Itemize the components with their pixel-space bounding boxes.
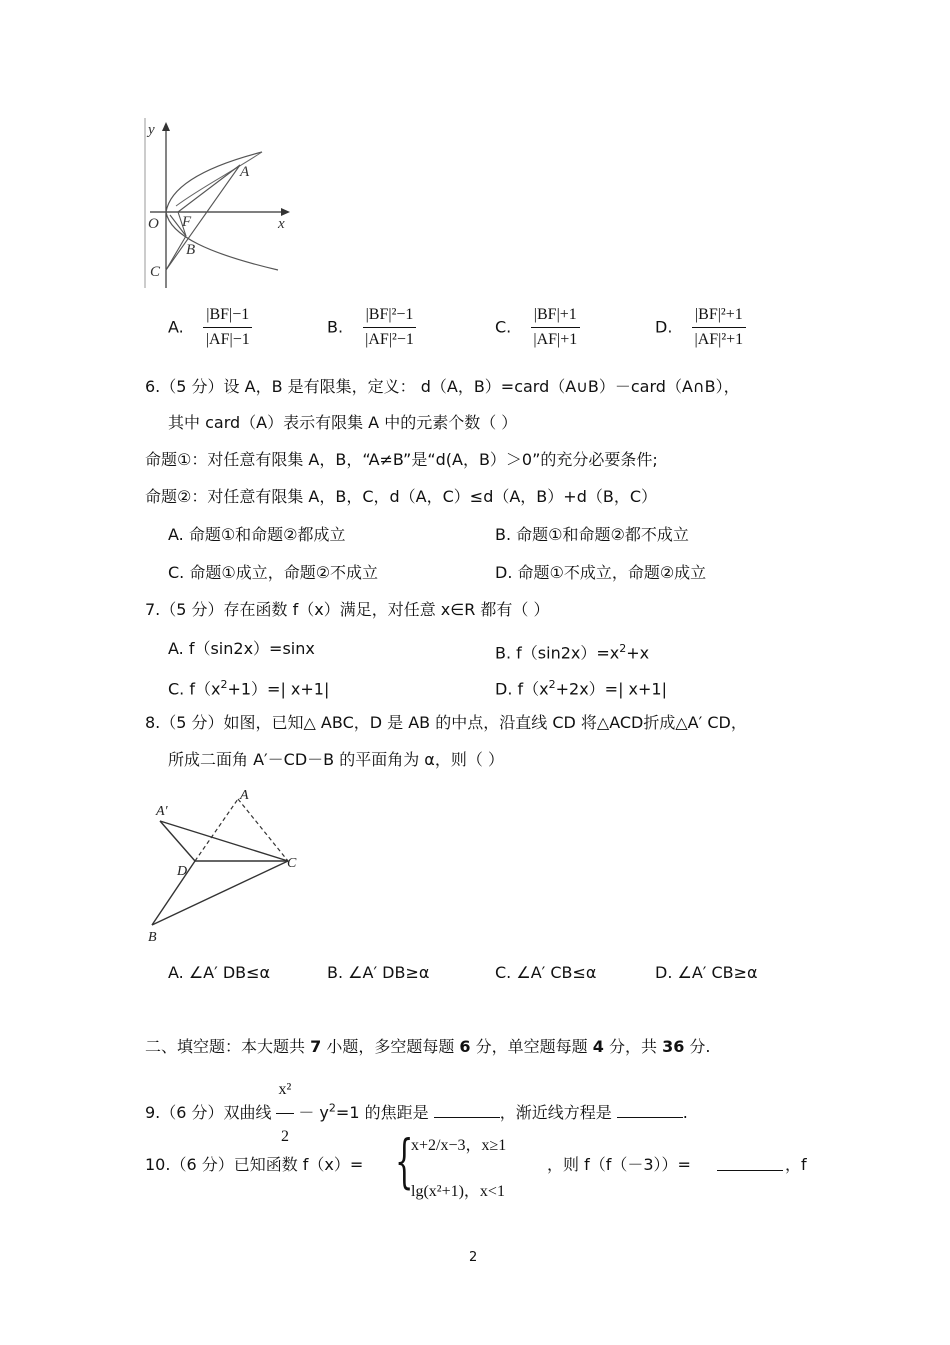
- section-2-heading: [145, 1036, 711, 1058]
- denominator: |AF|−1: [205, 331, 250, 348]
- q8-option-c[interactable]: C. ∠A′ CB≤α: [495, 963, 597, 982]
- q8-option-a[interactable]: A. ∠A′ DB≤α: [168, 963, 271, 982]
- q10-text: 10.（6 分）已知函数 f（x）=: [145, 1155, 364, 1174]
- q5-option-c[interactable]: [495, 304, 580, 351]
- fraction: [692, 304, 747, 351]
- q8-option-b[interactable]: B. ∠A′ DB≥α: [327, 963, 430, 982]
- answer-blank-ff[interactable]: [717, 1156, 783, 1171]
- exponent: 2: [619, 642, 627, 655]
- option-text: C. f（x: [168, 679, 221, 699]
- piecewise-case-1: x+2/x−3，x≥1: [411, 1137, 507, 1154]
- q6-option-b[interactable]: B. 命题①和命题②都不成立: [495, 525, 689, 544]
- label-C: C: [287, 856, 297, 871]
- q10-stem: [145, 1124, 825, 1204]
- q5-option-d[interactable]: [655, 304, 746, 351]
- heading-text: 分，共: [603, 1037, 663, 1056]
- label-C: C: [150, 264, 161, 280]
- numerator: |BF|²+1: [692, 304, 746, 328]
- q7-stem: 7.（5 分）存在函数 f（x）满足，对任意 x∈R 都有（ ）: [145, 600, 550, 619]
- q6-stem-line2: 其中 card（A）表示有限集 A 中的元素个数（ ）: [168, 413, 518, 432]
- option-letter: D.: [655, 317, 673, 337]
- option-text: +2x）=| x+1|: [555, 679, 667, 699]
- left-brace: {: [395, 1127, 414, 1195]
- piecewise-case-2: lg(x²+1)，x<1: [411, 1183, 505, 1200]
- label-B: B: [148, 930, 157, 945]
- label-A: A: [240, 164, 250, 180]
- denominator: |AF|²+1: [694, 331, 744, 348]
- answer-blank-asymptote[interactable]: [617, 1103, 683, 1118]
- exponent: 2: [328, 1101, 336, 1115]
- q9-text: =1 的焦距是: [335, 1103, 429, 1122]
- label-x: x: [278, 216, 285, 232]
- q6-proposition-1: 命题①：对任意有限集 A，B，“A≠B”是“d(A，B）＞0”的充分必要条件;: [145, 450, 658, 469]
- label-y: y: [148, 122, 155, 138]
- q10-text: ，则 f（f（－3））=: [547, 1155, 691, 1174]
- denominator: |AF|+1: [533, 331, 578, 348]
- numerator: |BF|²−1: [363, 304, 417, 328]
- denominator: 2: [280, 1128, 289, 1145]
- label-A-prime: A′: [156, 804, 168, 819]
- q6-option-a[interactable]: A. 命题①和命题②都成立: [168, 525, 346, 544]
- fraction: [530, 304, 580, 351]
- q9-text: 9.（6 分）双曲线: [145, 1103, 272, 1122]
- fraction: [362, 304, 417, 351]
- q7-option-c[interactable]: [168, 674, 329, 700]
- option-letter: A.: [168, 317, 184, 337]
- label-O: O: [148, 216, 159, 232]
- q9-text: .: [682, 1103, 688, 1122]
- q6-stem-line1: 6.（5 分）设 A，B 是有限集，定义： d（A，B）=card（A∪B）－card（A∩B），: [145, 377, 740, 396]
- multi-blank-points: 6: [459, 1037, 471, 1056]
- heading-text: 分.: [684, 1037, 711, 1056]
- option-letter: B.: [327, 317, 344, 337]
- q7-option-d[interactable]: [495, 674, 667, 700]
- q10-text: ，f: [785, 1155, 807, 1174]
- fraction: [203, 304, 253, 351]
- option-text: +x: [626, 643, 650, 663]
- single-blank-points: 4: [592, 1037, 604, 1056]
- q5-option-b[interactable]: [327, 304, 417, 351]
- q6-option-d[interactable]: D. 命题①不成立，命题②成立: [495, 563, 707, 582]
- numerator: |BF|+1: [531, 304, 580, 328]
- page-number: 2: [469, 1250, 478, 1265]
- q8-stem-line1: 8.（5 分）如图，已知△ ABC，D 是 AB 的中点，沿直线 CD 将△ACD折成△A′ CD，: [145, 713, 747, 732]
- option-text: +1）=| x+1|: [227, 679, 330, 699]
- heading-text: 分，单空题每题: [470, 1037, 593, 1056]
- total-points: 36: [662, 1037, 685, 1056]
- q5-option-a[interactable]: [168, 304, 253, 351]
- answer-blank-focal-distance[interactable]: [434, 1103, 500, 1118]
- q8-option-d[interactable]: D. ∠A′ CB≥α: [655, 963, 758, 982]
- denominator: |AF|²−1: [365, 331, 414, 348]
- q9-text: ，渐近线方程是: [499, 1103, 612, 1122]
- q6-option-c[interactable]: C. 命题①成立，命题②不成立: [168, 563, 379, 582]
- numerator: |BF|−1: [203, 304, 252, 328]
- label-F: F: [182, 214, 192, 230]
- heading-text: 二、填空题：本大题共: [145, 1037, 311, 1056]
- question-count: 7: [310, 1037, 322, 1056]
- label-D: D: [177, 864, 188, 879]
- exponent: 2: [220, 678, 228, 691]
- q7-option-b[interactable]: [495, 638, 649, 664]
- option-text: D. f（x: [495, 679, 549, 699]
- folding-triangle-figure: [140, 783, 320, 948]
- q6-proposition-2: 命题②：对任意有限集 A，B，C，d（A，C）≤d（A，B）+d（B，C）: [145, 487, 657, 506]
- label-A: A: [240, 788, 249, 803]
- exponent: 2: [548, 678, 556, 691]
- q8-stem-line2: 所成二面角 A′－CD－B 的平面角为 α，则（ ）: [168, 750, 504, 769]
- q9-text: － y: [298, 1103, 329, 1122]
- parabola-figure: [140, 118, 300, 293]
- option-text: B. f（sin2x）=x: [495, 643, 620, 663]
- option-letter: C.: [495, 317, 512, 337]
- label-B: B: [186, 242, 196, 258]
- heading-text: 小题，多空题每题: [321, 1037, 460, 1056]
- numerator: x²: [276, 1068, 295, 1114]
- q7-option-a[interactable]: A. f（sin2x）=sinx: [168, 639, 315, 658]
